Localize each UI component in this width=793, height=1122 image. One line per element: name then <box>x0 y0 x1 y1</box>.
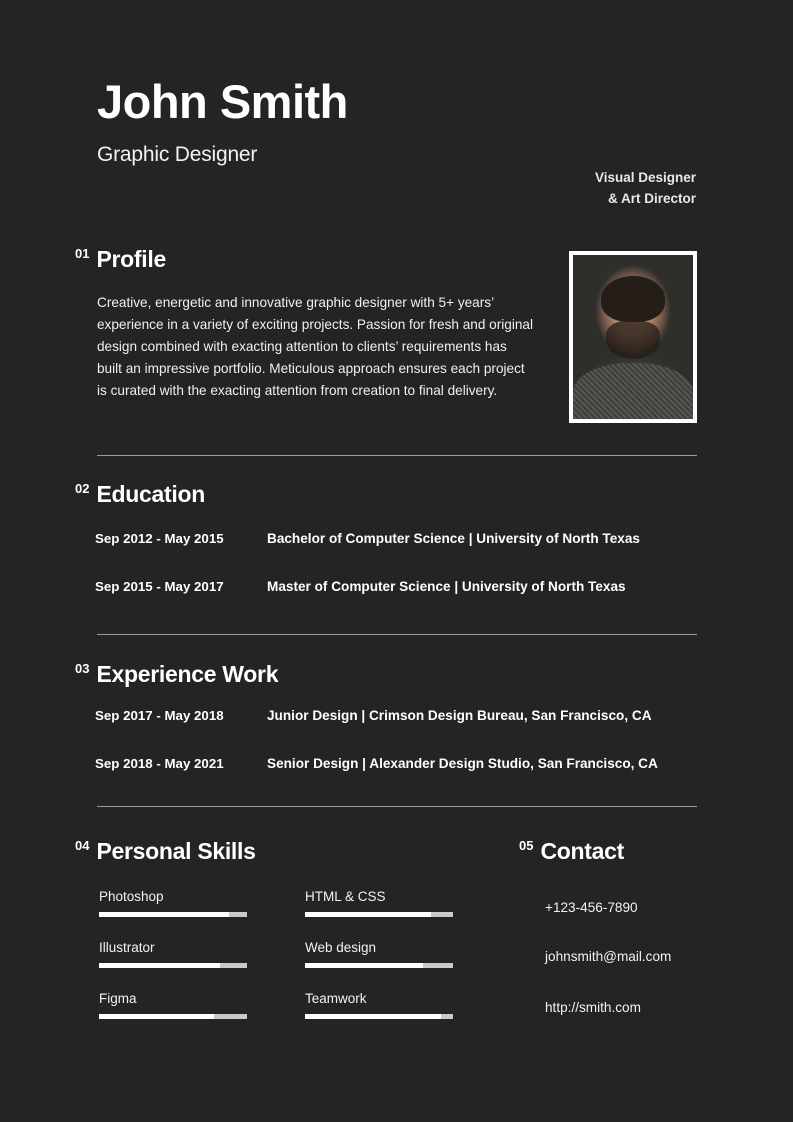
divider-2 <box>97 634 697 635</box>
contact-phone[interactable]: +123-456-7890 <box>545 900 638 915</box>
page-title: John Smith <box>97 75 348 128</box>
portrait-body <box>573 363 693 423</box>
section-title-skills: Personal Skills <box>96 838 256 864</box>
tagline-line-1: Visual Designer <box>594 170 696 185</box>
experience-date: Sep 2017 - May 2018 <box>95 708 224 723</box>
section-number-contact: 05 <box>519 838 534 853</box>
divider-1 <box>97 455 697 456</box>
education-row <box>95 531 640 546</box>
job-role: Graphic Designer <box>97 143 258 166</box>
experience-date: Sep 2018 - May 2021 <box>95 756 224 771</box>
skill-bar-track <box>99 912 247 917</box>
section-title-profile: Profile <box>96 246 166 272</box>
section-title-contact: Contact <box>540 838 624 864</box>
section-title-experience: Experience Work <box>96 661 279 687</box>
section-title-education: Education <box>96 481 205 507</box>
section-heading-profile <box>75 248 166 271</box>
skill-item <box>305 889 453 917</box>
contact-email[interactable]: johnsmith@mail.com <box>545 949 672 964</box>
skill-bar-track <box>305 1014 453 1019</box>
education-row <box>95 579 626 594</box>
section-heading-education <box>75 483 205 506</box>
education-desc: Master of Computer Science | University of North Texas <box>267 579 626 594</box>
experience-desc: Senior Design | Alexander Design Studio, San Francisco, CA <box>267 756 658 771</box>
avatar <box>569 251 697 423</box>
skill-label: Web design <box>305 940 377 955</box>
section-heading-skills <box>75 840 256 863</box>
education-date: Sep 2015 - May 2017 <box>95 579 224 594</box>
experience-row <box>95 708 652 723</box>
skill-label: Photoshop <box>99 889 164 904</box>
education-date: Sep 2012 - May 2015 <box>95 531 224 546</box>
skill-label: Illustrator <box>99 940 155 955</box>
section-number-profile: 01 <box>75 246 90 261</box>
portrait-beard <box>606 321 660 359</box>
skill-label: Figma <box>99 991 137 1006</box>
skill-bar-fill <box>99 912 229 917</box>
section-heading-contact <box>519 840 624 863</box>
tagline <box>466 168 696 210</box>
divider-3 <box>97 806 697 807</box>
tagline-line-2: & Art Director <box>607 190 696 206</box>
skill-label: HTML & CSS <box>305 889 386 904</box>
skill-bar-track <box>99 963 247 968</box>
skill-item <box>305 940 453 968</box>
header <box>97 75 697 167</box>
skill-bar-track <box>99 1014 247 1019</box>
skill-bar-fill <box>99 963 220 968</box>
skill-bar-track <box>305 963 453 968</box>
section-number-experience: 03 <box>75 661 90 676</box>
skill-item <box>99 889 247 917</box>
section-number-skills: 04 <box>75 838 90 853</box>
skill-bar-fill <box>305 1014 441 1019</box>
contact-website[interactable]: http://smith.com <box>545 1000 641 1015</box>
portrait-image <box>573 255 693 419</box>
skill-bar-fill <box>305 963 423 968</box>
experience-desc: Junior Design | Crimson Design Bureau, San Francisco, CA <box>267 708 652 723</box>
skill-item <box>99 940 247 968</box>
portrait-hair <box>601 276 665 322</box>
experience-row <box>95 756 658 771</box>
section-heading-experience <box>75 663 278 686</box>
profile-text: Creative, energetic and innovative graphic designer with 5+ years’ experience in a variety of exciting projects. Passion for fresh and original design combined with exacting attention to clients’ requirements has built an impressive portfolio. Meticulous approach ensures each project is curated with the exacting attention from creation to final delivery. <box>97 295 533 399</box>
skill-bar-fill <box>99 1014 214 1019</box>
skill-bar-fill <box>305 912 431 917</box>
education-desc: Bachelor of Computer Science | University of North Texas <box>267 531 640 546</box>
skill-item <box>99 991 247 1019</box>
skill-bar-track <box>305 912 453 917</box>
skill-item <box>305 991 453 1019</box>
section-number-education: 02 <box>75 481 90 496</box>
skill-label: Teamwork <box>305 991 367 1006</box>
